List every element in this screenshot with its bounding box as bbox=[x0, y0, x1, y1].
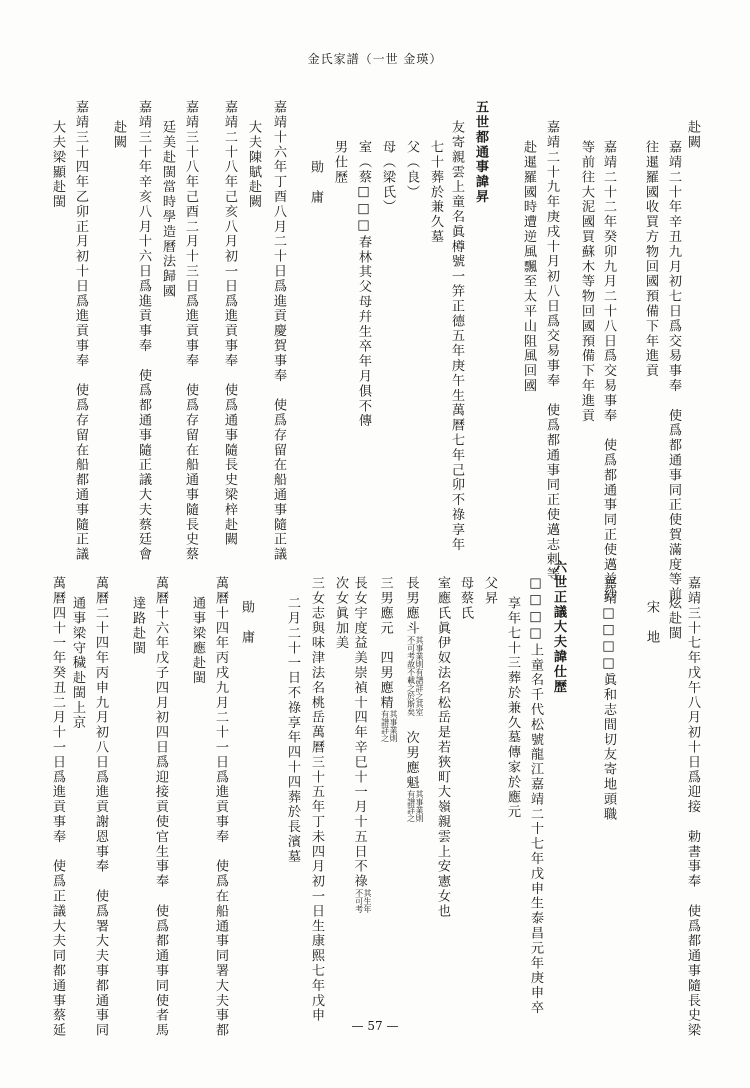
text-column: 母蔡氏 bbox=[458, 576, 473, 621]
text-column: 嘉靖三十八年己酉二月十三日爲進貢事奉 使爲存留在船通事隨長史蔡 bbox=[183, 100, 198, 562]
text-column: □□□□上童名千代松號龍江嘉靖二十七年戊申生泰昌元年庚申卒 bbox=[528, 576, 543, 1016]
text-column: 七十葬於兼久墓 bbox=[428, 140, 443, 245]
inline-note: 其事業則有譜詳之其室 不可考故不載之於斯矣 bbox=[406, 635, 424, 716]
text-column: 三女志與味津法名桃岳萬曆三十五年丁未四月初一日生康熙七年戊申 bbox=[309, 576, 324, 1023]
text-column: 萬曆十六年戊子四月初四日爲迎接貢使官生事奉 使爲都通事同使者馬 bbox=[153, 576, 168, 1038]
section-heading: 五世都通事諱昇 bbox=[473, 100, 488, 205]
text-column: 宋 地 bbox=[644, 600, 659, 645]
son-name: 次男應魁 bbox=[403, 730, 419, 791]
text-column-with-notes bbox=[404, 576, 423, 822]
text-column: 等前往大泥國買蘇木等物回國預備下年進貢 bbox=[579, 140, 594, 424]
text-column: 萬曆十四年丙戌九月二十一日爲進貢事奉 使爲在船通事同署大夫事都 bbox=[213, 576, 228, 1038]
daughter-entry: 長女宇度益美崇禎十四年辛巳十一月十五日不祿 bbox=[351, 576, 367, 889]
text-column: 大夫梁顯赴閩 bbox=[50, 120, 65, 210]
text-column: 嘉靖三十年辛亥八月十六日爲進貢事奉 使爲都通事隨正議大夫蔡廷會 bbox=[136, 100, 151, 562]
text-column: 萬曆二十四年丙申九月初八日爲進貢謝恩事奉 使爲署大夫事都通事同 bbox=[93, 576, 108, 1038]
text-column: 室應氏眞伊奴法名松岳是若狹町大嶺親雲上安憲女也 bbox=[435, 576, 450, 919]
text-column: 勛 庸 bbox=[308, 160, 323, 205]
text-column: 父（良） bbox=[404, 140, 419, 200]
text-column: 父昇 bbox=[482, 576, 497, 606]
text-column: 赴闕 bbox=[685, 120, 700, 150]
text-column: 廷美赴閩當時學造曆法歸國 bbox=[160, 120, 175, 299]
text-column: 嘉靖十六年丁酉八月二十日爲進貢慶賀事奉 使爲存留在船通事隨正議 bbox=[271, 100, 286, 562]
inline-note: 其事業則 有譜詳之 bbox=[406, 790, 424, 823]
text-column: 嘉靖三十七年戊午八月初十日爲迎接 勅書事奉 使爲都通事隨長史梁 bbox=[685, 576, 700, 1038]
text-column: 嘉靖二十八年己亥八月初一日爲進貢事奉 使爲通事隨長史梁梓赴闕 bbox=[222, 100, 237, 547]
text-column: 往暹羅國收買方物回國預備下年進貢 bbox=[643, 140, 658, 379]
text-column: 享年七十三葬於兼久墓傳家於應元 bbox=[505, 596, 520, 820]
son-name: 四男應精 bbox=[377, 650, 393, 711]
text-column: 次女眞加美 bbox=[333, 576, 348, 651]
text-column: 勛 庸 bbox=[239, 600, 254, 645]
page-number: — 57 — bbox=[351, 1019, 399, 1033]
text-column: 室（蔡□□□春林其父母幷生卒年月俱不傳 bbox=[356, 140, 371, 429]
section-heading: 六世正議大夫諱仕歷 bbox=[551, 560, 566, 695]
son-name: 長男應斗 bbox=[403, 576, 419, 636]
text-column: 二月二十一日不祿享年四十四葬於長濱墓 bbox=[285, 596, 300, 865]
text-column: 炫赴閩 bbox=[666, 596, 681, 641]
text-column: 友寄親雲上童名眞樽號一笄正德五年庚午生萬曆七年己卯不祿享年 bbox=[449, 120, 464, 553]
text-column: 嘉靖三十四年乙卯正月初十日爲進貢事奉 使爲存留在船都通事隨正議 bbox=[73, 100, 88, 562]
text-column: 大夫陳賦赴闕 bbox=[246, 120, 261, 210]
text-column: 通事梁應赴閩 bbox=[190, 596, 205, 686]
inline-note: 其生年 不可考 bbox=[354, 888, 372, 913]
inline-note: 其事業則 有譜詳之 bbox=[380, 710, 398, 743]
text-column: 嘉靖二十九年庚戌十月初八日爲交易事奉 使爲都通事同正使邁志剌等 bbox=[544, 120, 559, 582]
text-column: 嘉靖□□□□眞和志間切友寄地頭職 bbox=[601, 576, 616, 822]
text-column-with-notes bbox=[378, 576, 397, 742]
text-column: 男仕歷 bbox=[332, 140, 347, 185]
text-column: 萬曆四十一年癸丑二月十一日爲進貢事奉 使爲正議大夫同都通事蔡延 bbox=[50, 576, 65, 1038]
text-column: 通事梁守穢赴閩上京 bbox=[70, 596, 85, 731]
text-column-with-notes bbox=[352, 576, 371, 913]
text-column: 達路赴閩 bbox=[130, 596, 145, 656]
text-column: 赴闕 bbox=[111, 120, 126, 150]
text-column: 嘉靖二十年辛丑九月初七日爲交易事奉 使爲都通事同正使賀滿度等前 bbox=[666, 140, 681, 602]
text-column: 嘉靖二十二年癸卯九月二十八日爲交易事奉 使爲都通事同正使邁益紗 bbox=[601, 140, 616, 602]
text-column: 赴暹羅國時遭逆風飄至太平山阻風回國 bbox=[521, 140, 536, 394]
text-column: 母（梁氏） bbox=[380, 140, 395, 215]
son-name: 三男應元 bbox=[377, 576, 393, 636]
page-header: 金氏家譜（一世 金瑛） bbox=[307, 52, 443, 66]
